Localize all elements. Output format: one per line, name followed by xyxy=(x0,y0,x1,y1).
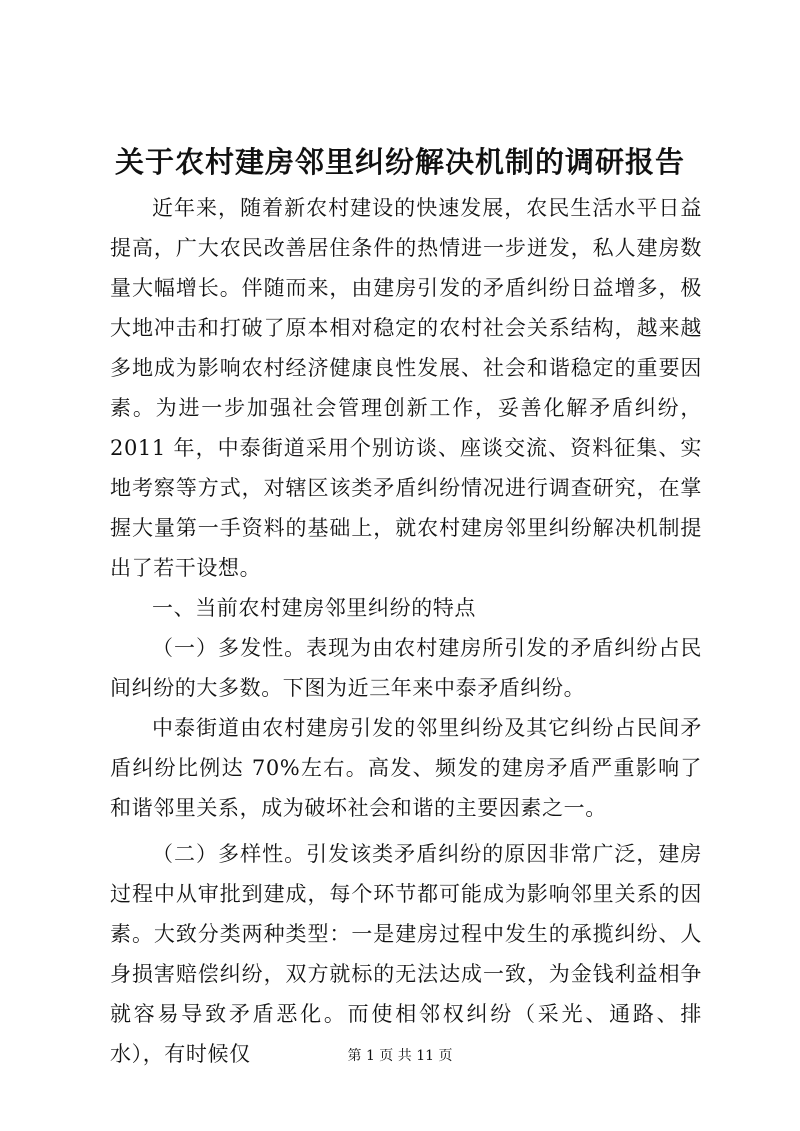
section-heading-1: 一、当前农村建房邻里纠纷的特点 xyxy=(152,596,476,620)
page-footer: 第 1 页 共 11 页 xyxy=(347,1048,453,1064)
paragraph-frequency: （一）多发性。表现为由农村建房所引发的矛盾纠纷占民间纠纷的大多数。下图为近三年来中泰矛盾纠纷。 xyxy=(110,636,702,700)
paragraph-statistics: 中泰街道由农村建房引发的邻里纠纷及其它纠纷占民间矛盾纠纷比例达 70%左右。高发、频发的建房矛盾严重影响了和谐邻里关系，成为破坏社会和谐的主要因素之一。 xyxy=(110,716,702,820)
paragraph-diversity: （二）多样性。引发该类矛盾纠纷的原因非常广泛，建房过程中从审批到建成，每个环节都可能成为影响邻里关系的因素。大致分类两种类型：一是建房过程中发生的承揽纠纷、人身损害赔偿纠纷，双方就标的无法达成一致，为金钱利益相争就容易导致矛盾恶化。而使相邻权纠纷（采光、通路、排水），有时候仅 xyxy=(110,842,702,1066)
document-body xyxy=(110,188,702,1074)
paragraph-intro: 近年来，随着新农村建设的快速发展，农民生活水平日益提高，广大农民改善居住条件的热情进一步迸发，私人建房数量大幅增长。伴随而来，由建房引发的矛盾纠纷日益增多，极大地冲击和打破了原本相对稳定的农村社会关系结构，越来越多地成为影响农村经济健康良性发展、社会和谐稳定的重要因素。为进一步加强社会管理创新工作，妥善化解矛盾纠纷，2011 年，中泰街道采用个别访谈、座谈交流、资料征集、实地考察等方式，对辖区该类矛盾纠纷情况进行调查研究，在掌握大量第一手资料的基础上，就农村建房邻里纠纷解决机制提出了若干设想。 xyxy=(110,196,702,580)
document-title: 关于农村建房邻里纠纷解决机制的调研报告 xyxy=(114,145,685,179)
